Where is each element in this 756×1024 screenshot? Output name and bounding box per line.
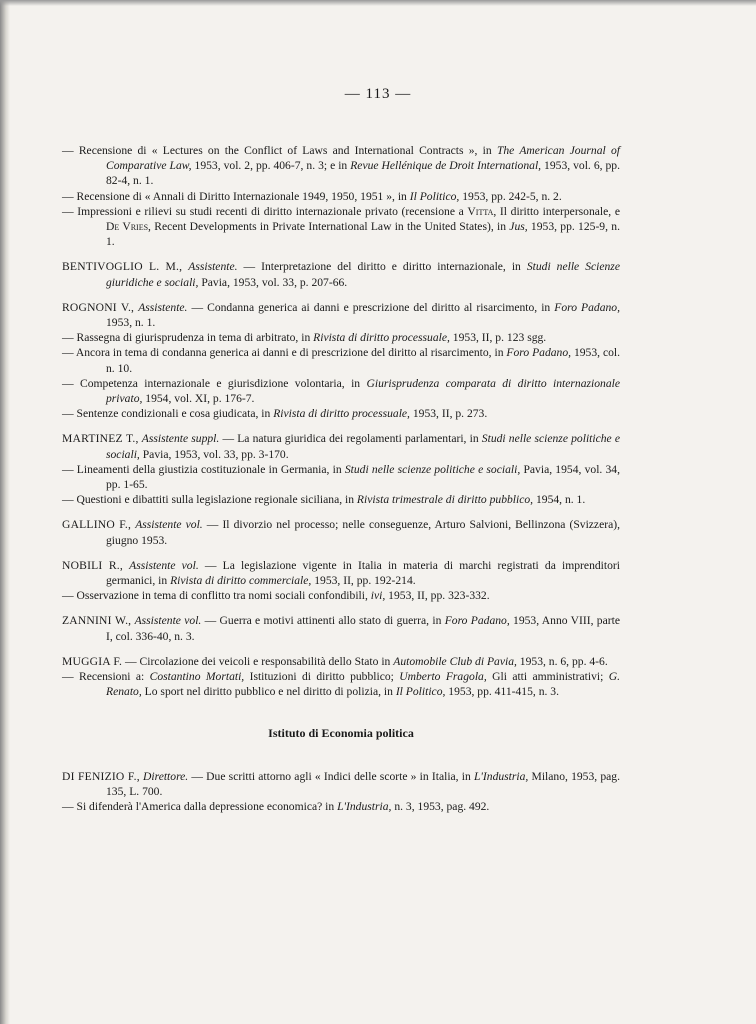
list-item: — Impressioni e rilievi su studi recenti di diritto internazionale privato (recensione a Vitta, Il diritto interpersonale, e De Vries, Recent Developments in Private International Law in the United States), in Jus, 1953, pp. 125-9, n. 1. (62, 204, 620, 249)
author-name: GALLINO F., (62, 518, 132, 532)
author-name: NOBILI R., (62, 558, 123, 572)
author-name: MARTINEZ T., (62, 432, 139, 446)
entry-group-bentivoglio (62, 259, 620, 289)
author-name: MUGGIA F. (62, 654, 123, 668)
list-item: — Recensione di « Lectures on the Conflict of Laws and International Contracts », in The American Journal of Comparative Law, 1953, vol. 2, pp. 406-7, n. 3; e in Revue Hellénique de Droit International, 1953, vol. 6, pp. 82-4, n. 1. (62, 144, 620, 188)
list-item: — Ancora in tema di condanna generica ai danni e di prescrizione del diritto al risarcimento, in Foro Padano, 1953, col. n. 10. (62, 346, 621, 375)
list-item: — Si difenderà l'America dalla depressione economica? in L'Industria, n. 3, 1953, pag. 492. (62, 800, 490, 814)
entry-group-gallino (62, 517, 620, 547)
list-item: ROGNONI V., Assistente. — Condanna generica ai danni e prescrizione del diritto al risarcimento, in Foro Padano, 1953, n. 1. (62, 300, 620, 330)
list-item: MARTINEZ T., Assistente suppl. — La natura giuridica dei regolamenti parlamentari, in Studi nelle scienze politiche e sociali, Pavia, 1953, vol. 33, pp. 3-170. (62, 432, 620, 461)
list-item: NOBILI R., Assistente vol. — La legislazione vigente in Italia in materia di marchi registrati da imprenditori germanici, in Rivista di diritto commerciale, 1953, II, pp. 192-214. (62, 558, 620, 588)
list-item: — Sentenze condizionali e cosa giudicata, in Rivista di diritto processuale, 1953, II, p. 273. (62, 407, 488, 421)
list-item: BENTIVOGLIO L. M., Assistente. — Interpretazione del diritto e diritto internazionale, in Studi nelle Scienze giuridiche e sociali, Pavia, 1953, vol. 33, p. 207-66. (62, 260, 620, 289)
author-name: BENTIVOGLIO L. M., (62, 260, 183, 274)
list-item: GALLINO F., Assistente vol. — Il divorzio nel processo; nelle conseguenze, Arturo Salvioni, Bellinzona (Svizzera), giugno 1953. (62, 518, 620, 547)
entry-group-muggia (62, 654, 620, 700)
entry-group-nobili (62, 558, 620, 604)
entry-group-martinez (62, 431, 620, 507)
page-number: — 113 — (344, 86, 412, 102)
bibliography-list (62, 143, 620, 824)
scan-edge-left (0, 0, 10, 1024)
entry-group-zannini (62, 613, 620, 643)
list-item: — Lineamenti della giustizia costituzionale in Germania, in Studi nelle scienze politiche e sociali, Pavia, 1954, vol. 34, pp. 1-65. (62, 462, 621, 492)
list-item: — Recensioni a: Costantino Mortati, Istituzioni di diritto pubblico; Umberto Fragola, Gli atti amministrativi; G. Renato, Lo sport nel diritto pubblico e nel diritto di polizia, in Il Politico, 1953, pp. 411-415, n. 3. (62, 670, 620, 699)
scan-edge-top (0, 0, 756, 6)
entry-group-rognoni (62, 300, 620, 422)
list-item: DI FENIZIO F., Direttore. — Due scritti attorno agli « Indici delle scorte » in Italia, in L'Industria, Milano, 1953, pag. 135, L. 700. (62, 769, 621, 798)
list-item: — Rassegna di giurisprudenza in tema di arbitrato, in Rivista di diritto processuale, 1953, II, p. 123 sgg. (62, 331, 547, 345)
author-name: ZANNINI W., (62, 614, 132, 628)
list-item: — Osservazione in tema di conflitto tra nomi sociali confondibili, ivi, 1953, II, pp. 323-332. (62, 589, 490, 603)
author-name: DI FENIZIO F., (62, 769, 140, 783)
entry-group-continued (62, 143, 620, 249)
author-name: ROGNONI V., (62, 300, 135, 314)
list-item: MUGGIA F. — Circolazione dei veicoli e responsabilità dello Stato in Automobile Club di Pavia, 1953, n. 6, pp. 4-6. (62, 654, 608, 668)
list-item: — Competenza internazionale e giurisdizione volontaria, in Giurisprudenza comparata di diritto internazionale privato, 1954, vol. XI, p. 176-7. (62, 376, 621, 406)
entry-group-difenizio (62, 769, 620, 815)
list-item: ZANNINI W., Assistente vol. — Guerra e motivi attinenti allo stato di guerra, in Foro Padano, 1953, Anno VIII, parte I, col. 336-40, n. 3. (62, 614, 620, 643)
section-heading: Istituto di Economia politica (268, 725, 414, 740)
list-item: — Questioni e dibattiti sulla legislazione regionale siciliana, in Rivista trimestrale di diritto pubblico, 1954, n. 1. (62, 493, 586, 507)
list-item: — Recensione di « Annali di Diritto Internazionale 1949, 1950, 1951 », in Il Politico, 1953, pp. 242-5, n. 2. (62, 189, 562, 203)
